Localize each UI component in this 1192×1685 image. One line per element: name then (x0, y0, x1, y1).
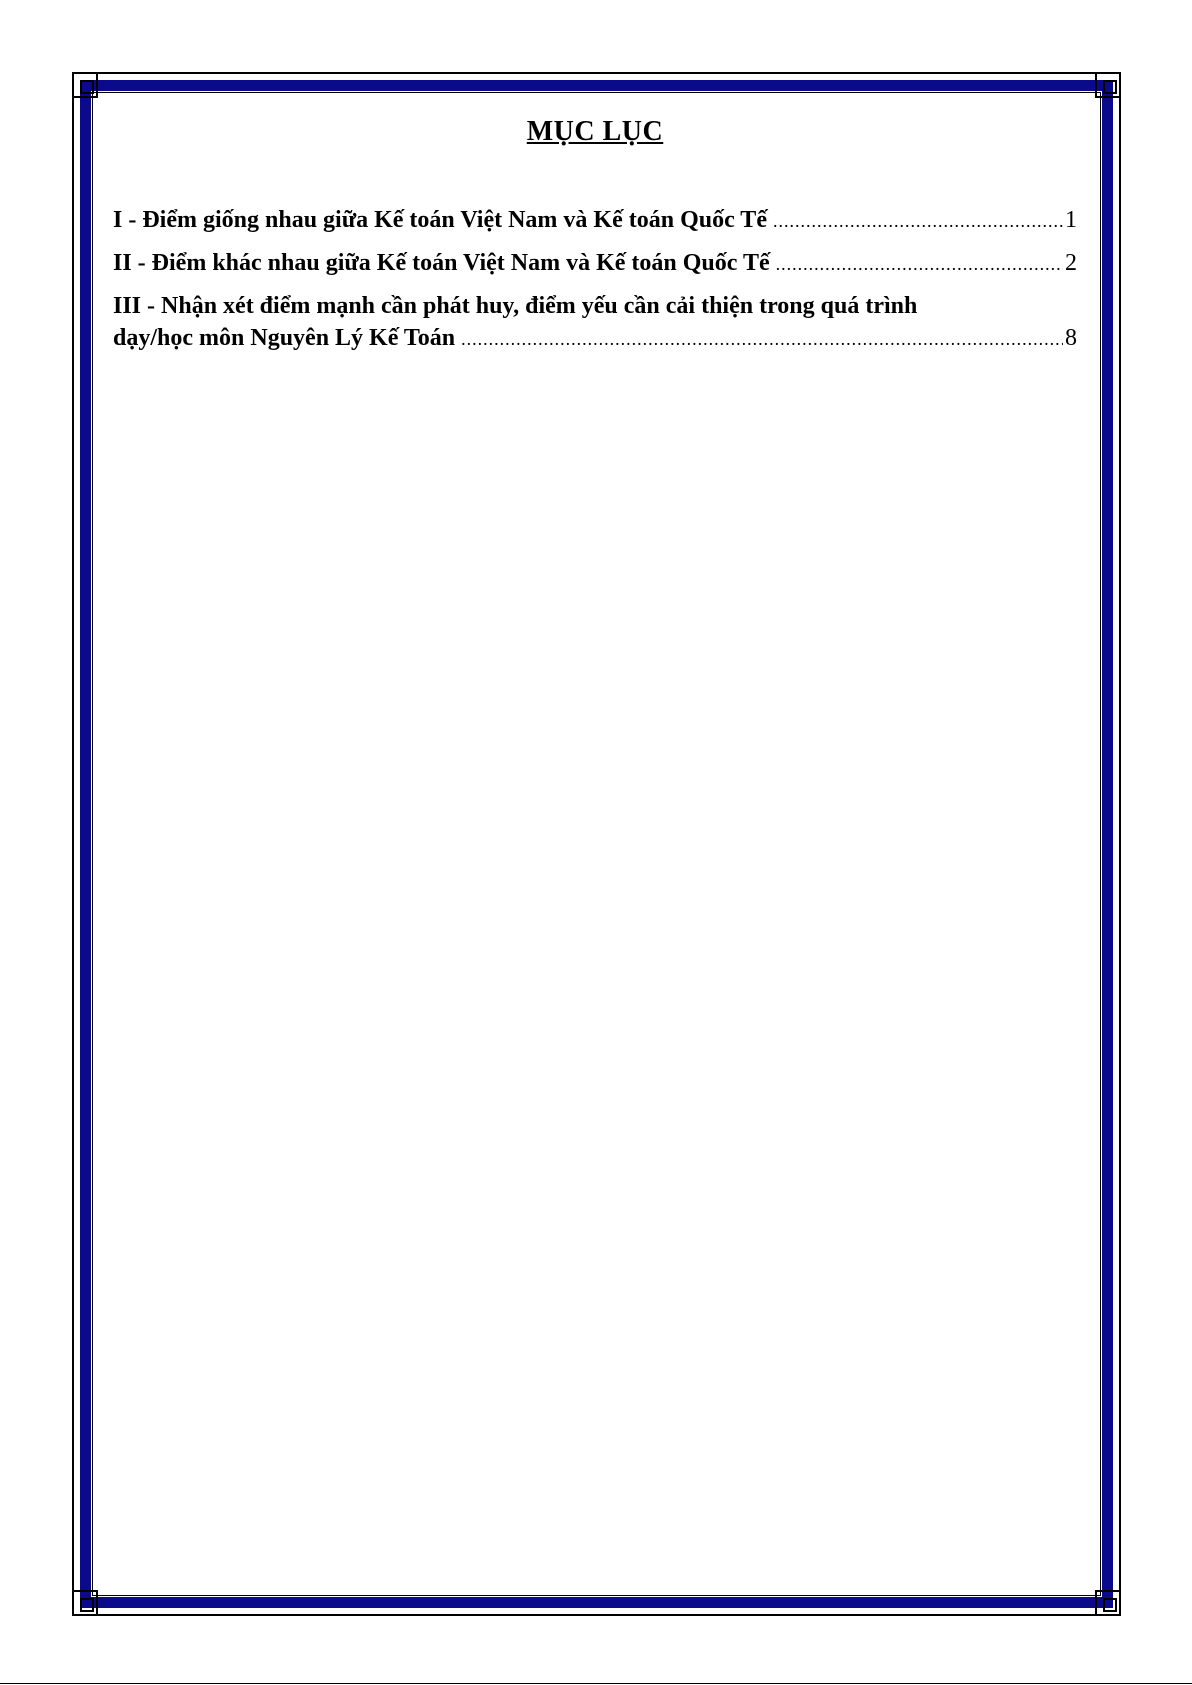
toc-leader-dots (776, 248, 1063, 280)
toc-entry-label-line1: III - Nhận xét điểm mạnh cần phát huy, điểm yếu cần cải thiện trong quá trình (113, 293, 918, 319)
toc-entry-label: II - Điểm khác nhau giữa Kế toán Việt Nam và Kế toán Quốc Tế (113, 250, 770, 276)
toc-leader-dots (773, 205, 1063, 237)
toc-leader-dots (461, 323, 1063, 355)
toc-page-number: 2 (1065, 250, 1077, 276)
toc-entry-label: I - Điểm giống nhau giữa Kế toán Việt Nam và Kế toán Quốc Tế (113, 207, 767, 233)
toc-title: MỤC LỤC (526, 116, 664, 147)
table-of-contents (113, 112, 1077, 355)
toc-entry-label-line2: dạy/học môn Nguyên Lý Kế Toán (113, 325, 456, 351)
frame-corner-bottom-left (72, 1590, 98, 1616)
toc-entry-2[interactable] (113, 247, 1077, 280)
toc-entry-3[interactable] (113, 290, 1077, 355)
frame-corner-top-left (72, 72, 98, 98)
frame-corner-top-right (1095, 72, 1121, 98)
toc-list (113, 204, 1077, 355)
frame-corner-bottom-right (1095, 1590, 1121, 1616)
page-bottom-rule (0, 1683, 1192, 1684)
toc-page-number: 1 (1065, 207, 1077, 233)
toc-page-number: 8 (1065, 325, 1077, 351)
toc-entry-1[interactable] (113, 204, 1077, 237)
